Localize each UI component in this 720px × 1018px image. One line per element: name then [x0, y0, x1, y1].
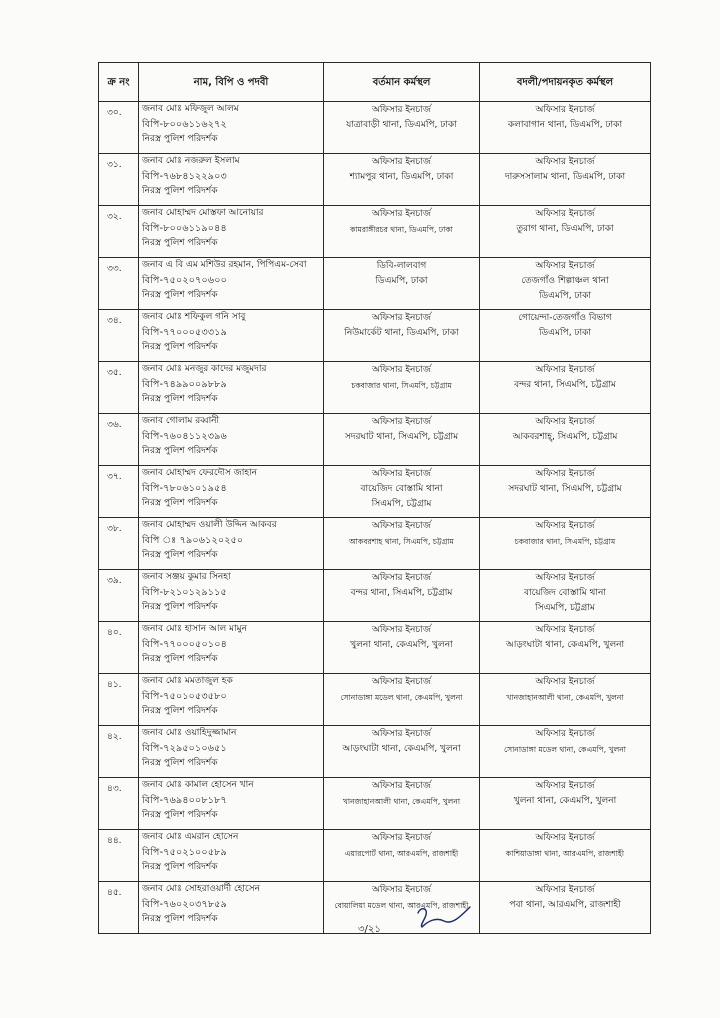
posting-designation: অফিসার ইনচার্জ	[372, 417, 431, 427]
officer-rank: নিরস্ত্র পুলিশ পরিদর্শক	[142, 186, 218, 196]
posting-designation: অফিসার ইনচার্জ	[535, 781, 595, 791]
officer-rank: নিরস্ত্র পুলিশ পরিদর্শক	[142, 654, 218, 664]
posting-location: সিএমপি, চট্টগ্রাম	[371, 499, 432, 509]
new-posting-cell	[480, 414, 651, 466]
posting-location: তুরাগ থানা, ডিএমপি, ঢাকা	[516, 224, 614, 234]
posting-location: খানজাহানআলী থানা, কেএমপি, খুলনা	[506, 693, 624, 702]
officer-name: জনাব মোহাম্মদ ওয়ালী উদ্দিন আকবর	[142, 520, 277, 530]
table-row	[99, 518, 651, 570]
officer-cell	[139, 362, 324, 414]
new-posting-cell	[480, 206, 651, 258]
posting-location: সোনাডাঙ্গা মডেল থানা, কেএমপি, খুলনা	[340, 693, 463, 702]
officer-cell	[139, 622, 324, 674]
posting-location	[480, 133, 650, 148]
serial-cell: ৩২.	[99, 206, 139, 258]
officer-name: জনাব মোঃ শফিকুল গনি সাবু	[142, 312, 246, 322]
new-posting-cell	[480, 882, 651, 934]
header-new-posting: বদলী/পদায়নকৃত কর্মস্থল	[480, 63, 651, 102]
new-posting-cell	[480, 258, 651, 310]
officer-rank: নিরস্ত্র পুলিশ পরিদর্শক	[142, 342, 218, 352]
posting-location	[324, 549, 479, 564]
current-posting-cell	[324, 570, 480, 622]
bp-number: বিপি-৭৮০৬১০১৯৫৪	[142, 483, 227, 494]
posting-location: ডিএমপি, ঢাকা	[538, 328, 592, 338]
officer-rank: নিরস্ত্র পুলিশ পরিদর্শক	[142, 862, 218, 872]
page-number: ৩/২১	[358, 924, 381, 935]
serial-cell: ৩৩.	[99, 258, 139, 310]
bp-number: বিপি-৮০০৬১১৯০৪৪	[142, 223, 227, 234]
bp-number: বিপি-৮২১০১২৯১১৫	[142, 587, 227, 598]
posting-location: চকবাজার থানা, সিএমপি, চট্টগ্রাম	[351, 381, 452, 390]
serial-cell: ৪১.	[99, 674, 139, 726]
serial-cell: ৪৫.	[99, 882, 139, 934]
bp-number: বিপি-৭৬০২০৩৭৮৫৯	[142, 899, 227, 910]
officer-rank: নিরস্ত্র পুলিশ পরিদর্শক	[142, 498, 218, 508]
posting-location: খানজাহানআলী থানা, কেএমপি, খুলনা	[342, 797, 461, 806]
serial-cell: ৩৬.	[99, 414, 139, 466]
posting-location	[480, 341, 650, 356]
posting-designation: অফিসার ইনচার্জ	[535, 209, 595, 219]
current-posting-cell	[324, 206, 480, 258]
posting-designation: অফিসার ইনচার্জ	[372, 833, 431, 843]
officer-rank: নিরস্ত্র পুলিশ পরিদর্শক	[142, 810, 218, 820]
transfer-table	[98, 62, 651, 934]
officer-name: জনাব মোঃ মমতাজুল হক	[142, 676, 233, 686]
posting-location: সোনাডাঙ্গা মডেল থানা, কেএমপি, খুলনা	[503, 745, 626, 754]
current-posting-cell	[324, 310, 480, 362]
posting-location	[480, 497, 650, 512]
posting-location	[324, 289, 479, 304]
posting-location: নিউমার্কেট থানা, ডিএমপি, ঢাকা	[344, 328, 459, 338]
current-posting-cell	[324, 830, 480, 882]
table-row	[99, 726, 651, 778]
current-posting-cell	[324, 622, 480, 674]
posting-location: বন্দর থানা, সিএমপি, চট্টগ্রাম	[350, 588, 453, 598]
posting-location	[480, 393, 650, 408]
posting-location	[324, 757, 479, 772]
posting-location	[480, 185, 650, 200]
officer-rank: নিরস্ত্র পুলিশ পরিদর্শক	[142, 134, 218, 144]
officer-cell	[139, 466, 324, 518]
posting-location	[480, 445, 650, 460]
table-row	[99, 830, 651, 882]
officer-cell	[139, 726, 324, 778]
officer-rank: নিরস্ত্র পুলিশ পরিদর্শক	[142, 758, 218, 768]
table-row	[99, 466, 651, 518]
new-posting-cell	[480, 726, 651, 778]
posting-location	[324, 133, 479, 148]
officer-rank: নিরস্ত্র পুলিশ পরিদর্শক	[142, 290, 218, 300]
posting-designation: অফিসার ইনচার্জ	[372, 209, 431, 219]
bp-number: বিপি-৭৫০১০৫৩৫৮০	[142, 691, 227, 702]
bp-number: বিপি-৭৭০০০৫০১০৪	[142, 639, 227, 650]
posting-designation: গোয়েন্দা-তেজগাঁও বিভাগ	[518, 313, 612, 323]
posting-designation: অফিসার ইনচার্জ	[372, 729, 431, 739]
posting-location: বোয়ালিয়া মডেল থানা, আরএমপি, রাজশাহী	[334, 901, 469, 910]
new-posting-cell	[480, 570, 651, 622]
new-posting-cell	[480, 778, 651, 830]
officer-cell	[139, 570, 324, 622]
officer-rank: নিরস্ত্র পুলিশ পরিদর্শক	[142, 602, 218, 612]
posting-location	[324, 185, 479, 200]
posting-location: শ্যামপুর থানা, ডিএমপি, ঢাকা	[349, 172, 454, 182]
table-row	[99, 570, 651, 622]
posting-location	[324, 705, 479, 720]
posting-location	[480, 653, 650, 668]
posting-designation: অফিসার ইনচার্জ	[372, 313, 431, 323]
officer-name: জনাব মোঃ মফিজুল আলম	[142, 104, 239, 114]
posting-designation: অফিসার ইনচার্জ	[372, 105, 431, 115]
officer-rank: নিরস্ত্র পুলিশ পরিদর্শক	[142, 446, 218, 456]
current-posting-cell	[324, 726, 480, 778]
table-row	[99, 102, 651, 154]
new-posting-cell	[480, 622, 651, 674]
posting-location: কামরাঙ্গীরচর থানা, ডিএমপি, ঢাকা	[350, 225, 453, 234]
officer-cell	[139, 518, 324, 570]
posting-location: বায়েজিদ বোস্তামি থানা	[524, 588, 606, 598]
posting-designation: অফিসার ইনচার্জ	[535, 469, 595, 479]
officer-rank: নিরস্ত্র পুলিশ পরিদর্শক	[142, 238, 218, 248]
posting-location: পবা থানা, আরএমপি, রাজশাহী	[509, 900, 621, 910]
serial-cell: ৩৫.	[99, 362, 139, 414]
current-posting-cell	[324, 154, 480, 206]
bp-number: বিপি-৭৫০২০৭০৬০০	[142, 275, 227, 286]
current-posting-cell	[324, 102, 480, 154]
officer-cell	[139, 258, 324, 310]
posting-designation: অফিসার ইনচার্জ	[535, 521, 595, 531]
posting-location	[480, 237, 650, 252]
table-row	[99, 258, 651, 310]
posting-location: এয়ারপোর্ট থানা, আরএমপি, রাজশাহী	[344, 849, 459, 858]
current-posting-cell	[324, 778, 480, 830]
new-posting-cell	[480, 102, 651, 154]
serial-cell: ৪০.	[99, 622, 139, 674]
table-row	[99, 674, 651, 726]
table-row	[99, 362, 651, 414]
posting-designation: অফিসার ইনচার্জ	[535, 157, 595, 167]
officer-cell	[139, 154, 324, 206]
table-header-row	[99, 63, 651, 102]
new-posting-cell	[480, 466, 651, 518]
new-posting-cell	[480, 154, 651, 206]
posting-location: যাত্রাবাড়ী থানা, ডিএমপি, ঢাকা	[346, 120, 457, 130]
posting-location	[480, 549, 650, 564]
officer-rank: নিরস্ত্র পুলিশ পরিদর্শক	[142, 550, 218, 560]
posting-location: ডিএমপি, ঢাকা	[375, 276, 428, 286]
posting-location: খুলনা থানা, কেএমপি, খুলনা	[513, 796, 617, 806]
current-posting-cell	[324, 414, 480, 466]
serial-cell: ৪৩.	[99, 778, 139, 830]
posting-location	[324, 445, 479, 460]
posting-location: কাশিয়াডাঙ্গা থানা, আরএমপি, রাজশাহী	[505, 849, 625, 858]
posting-location: খুলনা থানা, কেএমপি, খুলনা	[350, 640, 453, 650]
bp-number: বিপি-৭৫০২১০০৫৮৯	[142, 847, 227, 858]
bp-number: বিপি-৭৬৯৪০০৮১৮৭	[142, 795, 227, 806]
officer-name: জনাব গোলাম রব্বানী	[142, 416, 220, 426]
table-row	[99, 414, 651, 466]
posting-designation: অফিসার ইনচার্জ	[372, 365, 431, 375]
posting-location: বন্দর থানা, সিএমপি, চট্টগ্রাম	[514, 380, 616, 390]
posting-designation: অফিসার ইনচার্জ	[535, 105, 595, 115]
officer-name: জনাব সঞ্জয় কুমার সিনহা	[142, 572, 231, 582]
new-posting-cell	[480, 830, 651, 882]
current-posting-cell	[324, 362, 480, 414]
posting-location	[480, 809, 650, 824]
table-row	[99, 206, 651, 258]
posting-designation: অফিসার ইনচার্জ	[535, 677, 595, 687]
posting-designation: অফিসার ইনচার্জ	[535, 417, 595, 427]
posting-location	[324, 809, 479, 824]
officer-name: জনাব মোহাম্মদ ফেরদৌস জাহান	[142, 468, 258, 478]
posting-location	[480, 913, 650, 928]
new-posting-cell	[480, 310, 651, 362]
posting-designation: অফিসার ইনচার্জ	[535, 261, 595, 271]
posting-location: আড়ংঘাটা থানা, কেএমপি, খুলনা	[342, 744, 461, 754]
posting-designation: অফিসার ইনচার্জ	[372, 625, 431, 635]
posting-designation: অফিসার ইনচার্জ	[535, 365, 595, 375]
officer-name: জনাব মোঃ হাসান আল মামুন	[142, 624, 247, 634]
officer-name: জনাব মোঃ মনজুর কাদের মজুমদার	[142, 364, 267, 374]
serial-cell: ৩১.	[99, 154, 139, 206]
table-body	[99, 102, 651, 934]
posting-location: আকবরশাহ্, সিএমপি, চট্টগ্রাম	[512, 432, 618, 442]
officer-cell	[139, 830, 324, 882]
posting-location: দারুসসালাম থানা, ডিএমপি, ঢাকা	[504, 172, 626, 182]
officer-rank: নিরস্ত্র পুলিশ পরিদর্শক	[142, 394, 218, 404]
current-posting-cell	[324, 518, 480, 570]
new-posting-cell	[480, 362, 651, 414]
serial-cell: ৩৪.	[99, 310, 139, 362]
posting-designation: অফিসার ইনচার্জ	[372, 885, 431, 895]
current-posting-cell	[324, 466, 480, 518]
posting-location: চকবাজার থানা, সিএমপি, চট্টগ্রাম	[514, 537, 616, 546]
posting-location	[324, 237, 479, 252]
current-posting-cell	[324, 674, 480, 726]
posting-location	[480, 705, 650, 720]
posting-designation: অফিসার ইনচার্জ	[535, 729, 595, 739]
officer-cell	[139, 102, 324, 154]
posting-designation: অফিসার ইনচার্জ	[372, 573, 431, 583]
posting-designation: অফিসার ইনচার্জ	[535, 573, 595, 583]
bp-number: বিপি ঃ ৭৯০৬১২০২৫০	[142, 535, 244, 546]
posting-designation: অফিসার ইনচার্জ	[372, 677, 431, 687]
posting-designation: অফিসার ইনচার্জ	[535, 625, 595, 635]
posting-designation: অফিসার ইনচার্জ	[372, 157, 431, 167]
new-posting-cell	[480, 674, 651, 726]
bp-number: বিপি-৭৭০০০৫৩৩১৯	[142, 327, 227, 338]
header-name: নাম, বিপি ও পদবী	[139, 63, 324, 102]
bp-number: বিপি-৭৪৯৯০০৯৮৮৯	[142, 379, 227, 390]
posting-designation: ডিবি-লালবাগ	[376, 261, 427, 271]
officer-cell	[139, 310, 324, 362]
posting-location: বায়েজিদ বোস্তামি থানা	[360, 484, 443, 494]
officer-name: জনাব মোঃ নজরুল ইসলাম	[142, 156, 240, 166]
posting-location: আকবরশাহ থানা, সিএমপি, চট্টগ্রাম	[349, 537, 454, 546]
bp-number: বিপি-৭২৯৫০১০৬৫১	[142, 743, 227, 754]
posting-location: আড়ংঘাটা থানা, কেএমপি, খুলনা	[505, 640, 625, 650]
officer-cell	[139, 414, 324, 466]
officer-name: জনাব এ বি এম মশিউর রহমান, পিপিএম-সেবা	[142, 260, 307, 270]
bp-number: বিপি-৮০০৬১১৬২৭২	[142, 119, 227, 130]
bp-number: বিপি-৭৬৮৪১২২৯০৩	[142, 171, 227, 182]
posting-location: সিএমপি, চট্টগ্রাম	[535, 603, 595, 613]
table-row	[99, 310, 651, 362]
posting-designation: অফিসার ইনচার্জ	[372, 781, 431, 791]
officer-cell	[139, 206, 324, 258]
posting-location	[324, 341, 479, 356]
table-row	[99, 778, 651, 830]
posting-location	[480, 757, 650, 772]
serial-cell: ৩৯.	[99, 570, 139, 622]
posting-location: সদরঘাট থানা, সিএমপি, চট্টগ্রাম	[508, 484, 622, 494]
posting-designation: অফিসার ইনচার্জ	[535, 885, 595, 895]
new-posting-cell	[480, 518, 651, 570]
officer-rank: নিরস্ত্র পুলিশ পরিদর্শক	[142, 706, 218, 716]
header-serial: ক্র নং	[99, 63, 139, 102]
officer-name: জনাব মোঃ ওয়াহিদুজ্জামান	[142, 728, 237, 738]
table-row	[99, 154, 651, 206]
serial-cell: ৪৪.	[99, 830, 139, 882]
officer-name: জনাব মোঃ এমরান হোসেন	[142, 832, 239, 842]
signature-mark	[414, 903, 474, 933]
serial-cell: ৩৮.	[99, 518, 139, 570]
officer-name: জনাব মোঃ কামাল হোসেন খান	[142, 780, 254, 790]
current-posting-cell	[324, 258, 480, 310]
officer-cell	[139, 882, 324, 934]
officer-name: জনাব মোহাম্মদ মোস্তফা আনোয়ার	[142, 208, 264, 218]
officer-cell	[139, 778, 324, 830]
posting-location	[324, 653, 479, 668]
officer-cell	[139, 674, 324, 726]
serial-cell: ৩০.	[99, 102, 139, 154]
table-row	[99, 622, 651, 674]
posting-location: ডিএমপি, ঢাকা	[538, 291, 592, 301]
posting-location	[324, 393, 479, 408]
posting-designation: অফিসার ইনচার্জ	[372, 469, 431, 479]
posting-location: সদরঘাট থানা, সিএমপি, চট্টগ্রাম	[344, 432, 459, 442]
posting-location: কলাবাগান থানা, ডিএমপি, ঢাকা	[507, 120, 623, 130]
bp-number: বিপি-৭৬০৪১১২৩৯৬	[142, 431, 227, 442]
posting-location	[324, 861, 479, 876]
serial-cell: ৩৭.	[99, 466, 139, 518]
officer-rank: নিরস্ত্র পুলিশ পরিদর্শক	[142, 914, 218, 924]
header-current-posting: বর্তমান কর্মস্থল	[324, 63, 480, 102]
serial-cell: ৪২.	[99, 726, 139, 778]
officer-name: জনাব মোঃ সোহরাওয়ার্দী হোসেন	[142, 884, 260, 894]
posting-location	[480, 861, 650, 876]
posting-location	[324, 601, 479, 616]
posting-location: তেজগাঁও শিল্পাঞ্চল থানা	[521, 276, 609, 286]
posting-designation: অফিসার ইনচার্জ	[535, 833, 595, 843]
posting-designation: অফিসার ইনচার্জ	[372, 521, 431, 531]
